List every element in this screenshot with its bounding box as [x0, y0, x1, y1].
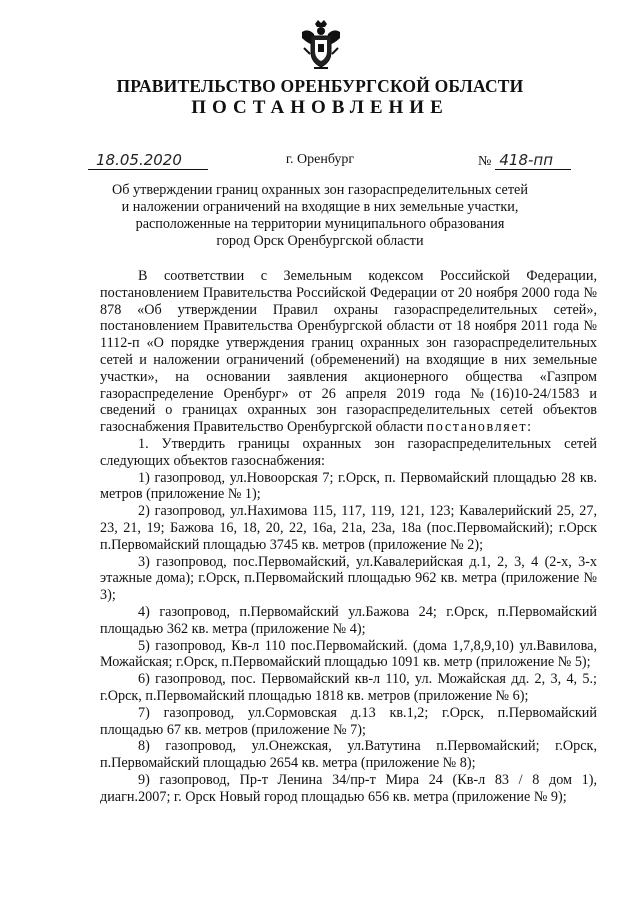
document-title — [90, 182, 550, 250]
title-line: и наложении ограничений на входящие в них земельные участки, — [121, 199, 519, 215]
subitem-9: 9) газопровод, Пр-т Ленина 34/пр-т Мира 24 (Кв-л 83 / 8 дом 1), диагн.2007; г. Орск Новый город площадью 656 кв. метра (приложение № 9); — [100, 771, 597, 805]
subitem-8: 8) газопровод, ул.Онежская, ул.Ватутина п.Первомайский; г.Орск, п.Первомайский площадью 2654 кв. метра (приложение № 8); — [100, 738, 597, 772]
preamble-paragraph — [100, 268, 597, 436]
document-body — [100, 268, 597, 806]
title-line: расположенные на территории муниципального образования — [135, 216, 505, 232]
document-type: ПОСТАНОВЛЕНИЕ — [191, 97, 449, 118]
title-line: Об утверждении границ охранных зон газораспределительных сетей — [112, 182, 528, 198]
coat-of-arms-icon — [298, 18, 344, 72]
subitem-5: 5) газопровод, Кв-л 110 пос.Первомайский. (дома 1,7,8,9,10) ул.Вавилова, Можайская; г.Орск, п.Первомайский площадью 1091 кв. метр (приложение № 5); — [100, 637, 597, 671]
document-meta — [0, 151, 640, 173]
document-city: г. Оренбург — [285, 152, 355, 167]
organization-name: ПРАВИТЕЛЬСТВО ОРЕНБУРГСКОЙ ОБЛАСТИ — [116, 76, 524, 96]
decree-word: постановляет: — [426, 419, 533, 436]
subitem-7: 7) газопровод, ул.Сормовская д.13 кв.1,2; г.Орск, п.Первомайский площадью 67 кв. метров (приложение № 7); — [100, 704, 597, 738]
document-number: 418-пп — [495, 151, 571, 170]
number-label: № — [478, 154, 492, 169]
document-number-block — [478, 151, 571, 171]
subitem-2: 2) газопровод, ул.Нахимова 115, 117, 119, 121, 123; Кавалерийский 25, 27, 23, 21, 19; Бажова 16, 18, 20, 22, 16а, 21а, 23а, 18а (пос.Первомайский); г.Орск п.Первомайский площадью 3745 кв. метров (приложение № 2); — [100, 503, 597, 553]
preamble-text: В соответствии с Земельным кодексом Российской Федерации, постановлением Правительства Российской Федерации от 20 ноября 2000 года № 878 «Об утверждении Правил охраны газораспределительных сетей», постановлением Правительства Оренбургской области от 18 ноября 2011 года № 1112-п «О порядке утверждения границ охранных зон газораспределительных сетей и наложении ограничений (обременений) на входящие в них земельные участки», на основании заявления акционерного общества «Газпром газораспределение Оренбург» от 26 апреля 2019 года №(16)10-24/1583 и сведений о границах охранных зон газораспределительных сетей объектов газоснабжения Правительство Оренбургской области — [100, 268, 597, 436]
subitem-6: 6) газопровод, пос. Первомайский кв-л 110, ул. Можайская дд. 2, 3, 4, 5.; г.Орск, п.Первомайский площадью 1818 кв. метров (приложение № 6); — [100, 671, 597, 704]
item-1: 1. Утвердить границы охранных зон газораспределительных сетей следующих объектов газоснабжения: — [100, 435, 597, 469]
title-line: город Орск Оренбургской области — [216, 233, 424, 249]
subitem-4: 4) газопровод, п.Первомайский ул.Бажова 24; г.Орск, п.Первомайский площадью 362 кв. метра (приложение № 4); — [100, 603, 597, 637]
document-date: 18.05.2020 — [88, 151, 208, 170]
subitem-3: 3) газопровод, пос.Первомайский, ул.Кавалерийская д.1, 2, 3, 4 (2-х, 3-х этажные дома); г.Орск, п.Первомайский площадью 962 кв. метра (приложение № 3); — [100, 553, 597, 604]
subitem-1: 1) газопровод, ул.Новоорская 7; г.Орск, п. Первомайский площадью 28 кв. метров (приложение № 1); — [100, 469, 597, 503]
